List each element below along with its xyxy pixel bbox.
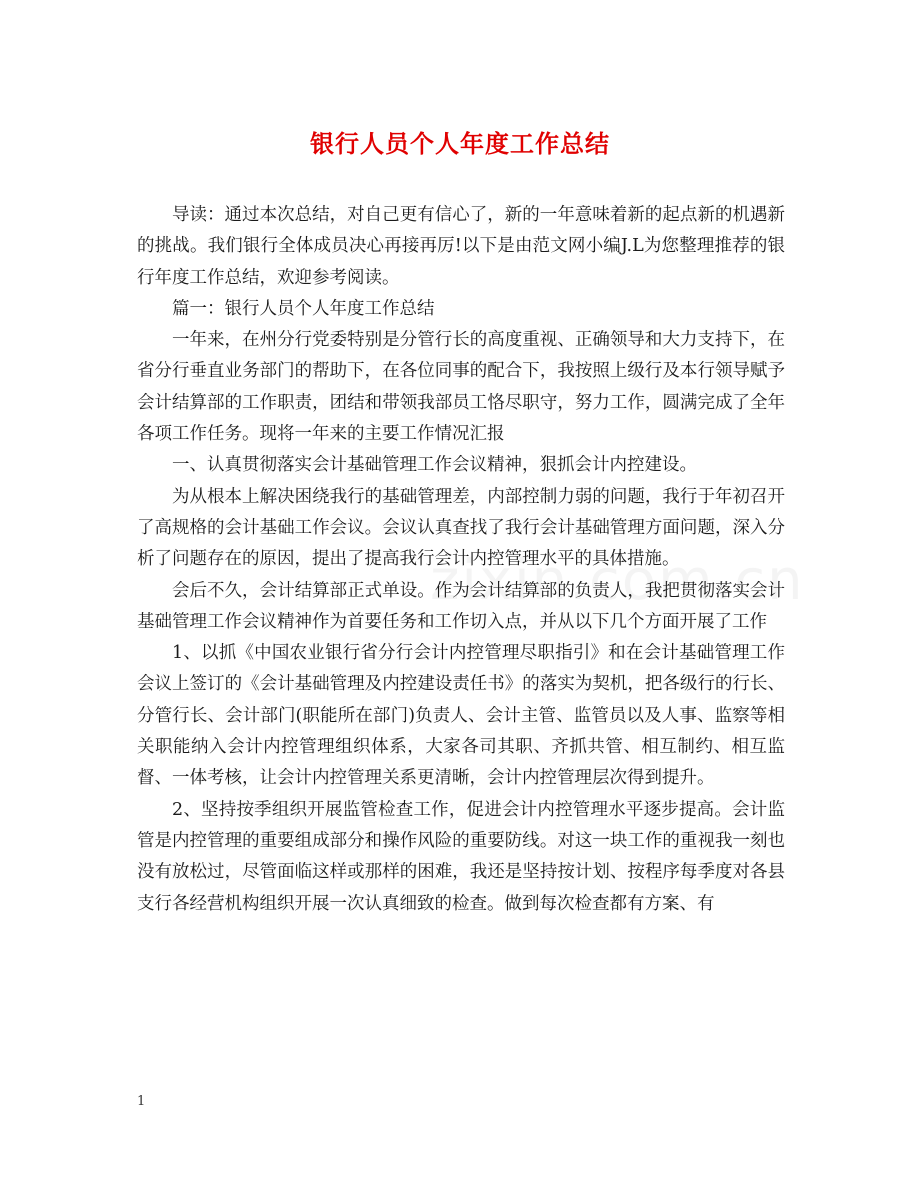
subsection-heading: 一、认真贯彻落实会计基础管理工作会议精神，狠抓会计内控建设。: [172, 455, 697, 476]
body-paragraph: 为从根本上解决困绕我行的基础管理差，内部控制力弱的问题，我行于年初召开了高规格的会计基础工作会议。会议认真查找了我行会计基础管理方面问题，深入分析了问题存在的原因，提出了提高我行会计内控管理水平的具体措施。: [137, 486, 785, 570]
list-item-paragraph: 1、以抓《中国农业银行省分行会计内控管理尽职指引》和在会计基础管理工作会议上签订的《会计基础管理及内控建设责任书》的落实为契机，把各级行的行长、分管行长、会计部门(职能所在部门)负责人、会计主管、监管员以及人事、监察等相关职能纳入会计内控管理组织体系，大家各司其职、齐抓共管、相互制约、相互监督、一体考核，让会计内控管理关系更清晰，会计内控管理层次得到提升。: [137, 643, 785, 789]
document-title: 银行人员个人年度工作总结: [310, 129, 610, 158]
section-heading: 篇一：银行人员个人年度工作总结: [172, 298, 435, 319]
list-item-paragraph: 2、坚持按季组织开展监管检查工作，促进会计内控管理水平逐步提高。会计监管是内控管理的重要组成部分和操作风险的重要防线。对这一块工作的重视我一刻也没有放松过，尽管面临这样或那样的困难，我还是坚持按计划、按程序每季度对各县支行各经营机构组织开展一次认真细致的检查。做到每次检查都有方案、有: [137, 799, 785, 914]
intro-paragraph: 导读：通过本次总结，对自己更有信心了，新的一年意味着新的起点新的机遇新的挑战。我们银行全体成员决心再接再厉!以下是由范文网小编J.L为您整理推荐的银行年度工作总结，欢迎参考阅读。: [137, 205, 785, 288]
document-body: [137, 200, 785, 920]
page-number: 1: [137, 1094, 146, 1109]
body-paragraph: 一年来，在州分行党委特别是分管行长的高度重视、正确领导和大力支持下，在省分行垂直业务部门的帮助下，在各位同事的配合下，我按照上级行及本行领导赋予会计结算部的工作职责，团结和带领我部员工恪尽职守，努力工作，圆满完成了全年各项工作任务。现将一年来的主要工作情况汇报: [137, 330, 785, 445]
body-paragraph: 会后不久，会计结算部正式单设。作为会计结算部的负责人，我把贯彻落实会计基础管理工作会议精神作为首要任务和工作切入点，并从以下几个方面开展了工作: [137, 580, 785, 632]
